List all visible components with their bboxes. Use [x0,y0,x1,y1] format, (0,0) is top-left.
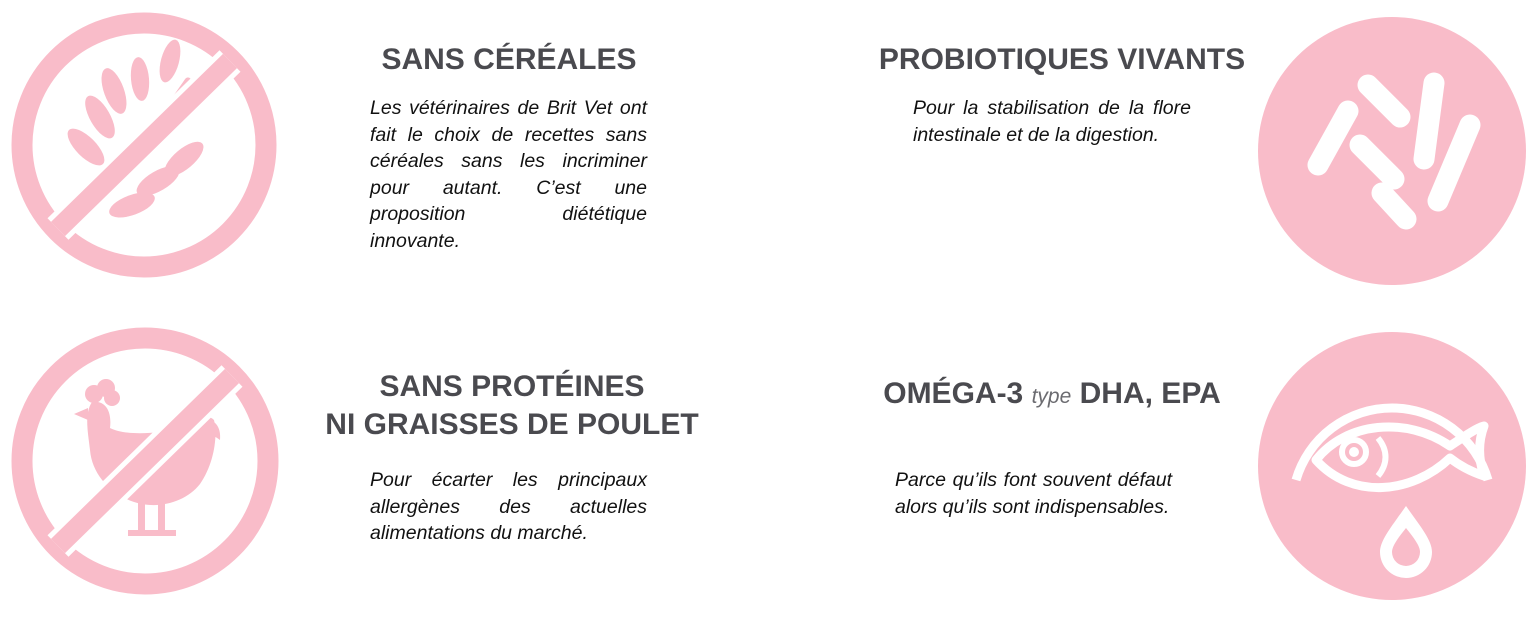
feature-title-sans-cereales: SANS CÉRÉALES [381,43,637,76]
no-chicken-icon [8,324,282,598]
no-grain-icon [8,9,280,281]
probiotics-icon [1256,15,1528,287]
feature-title-omega3 [862,375,1242,416]
feature-description-sans-cereales: Les vétérinaires de Brit Vet ont fait le choix de recettes sans céréales sans les incriminer pour autant. C’est une proposition diététique innovante. [370,97,647,252]
feature-title-line-1: SANS PROTÉINES [379,370,645,403]
fish-oil-icon [1256,330,1528,602]
feature-title-line-2: NI GRAISSES DE POULET [325,408,699,441]
feature-title-omega3-main: OMÉGA-3 [883,377,1024,410]
feature-title-type-word: type [1031,385,1072,408]
feature-title-omega3-rest: DHA, EPA [1079,377,1221,410]
feature-description-omega3: Parce qu’ils font souvent défaut alors qu’ils sont indispensables. [895,469,1172,518]
feature-title-probiotiques: PROBIOTIQUES VIVANTS [878,43,1246,76]
feature-description-sans-proteines: Pour écarter les principaux allergènes des actuelles alimentations du marché. [370,469,647,544]
feature-description-probiotiques: Pour la stabilisation de la flore intestinale et de la digestion. [913,97,1191,146]
feature-title-sans-proteines [320,368,704,444]
